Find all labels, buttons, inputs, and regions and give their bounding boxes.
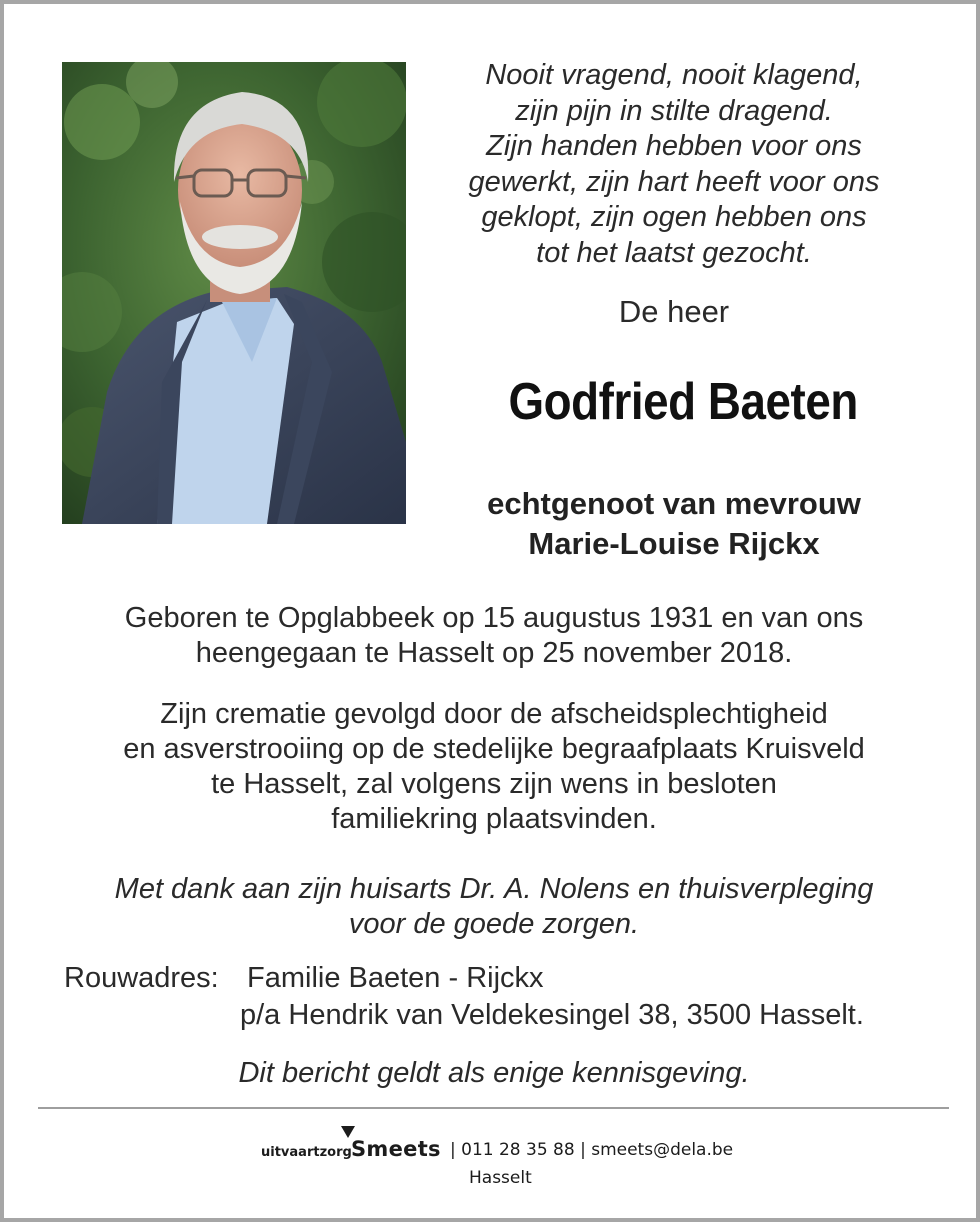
- contact-info: | 011 28 35 88 | smeets@dela.be: [450, 1140, 734, 1160]
- thanks-line: Met dank aan zijn huisarts Dr. A. Nolens en thuisverpleging: [114, 873, 874, 905]
- footer-city: Hasselt: [469, 1168, 532, 1188]
- birth-death-line: Geboren te Opglabbeek op 15 augustus 1931 en van ons: [124, 602, 864, 634]
- cremation-line: te Hasselt, zal volgens zijn wens in besloten: [211, 768, 777, 800]
- thanks-line: voor de goede zorgen.: [348, 908, 640, 940]
- birth-death-info: [44, 601, 944, 671]
- poem-line: Zijn handen hebben voor ons: [486, 130, 862, 162]
- cremation-line: en asverstrooiing op de stedelijke begraafplaats Kruisveld: [123, 733, 865, 765]
- address-line-2: p/a Hendrik van Veldekesingel 38, 3500 Hasselt.: [240, 999, 864, 1031]
- salutation: De heer: [618, 294, 730, 329]
- funeral-home-footer: [4, 1124, 980, 1194]
- brand-logo-name: Smeets: [351, 1137, 441, 1161]
- address-line-1: Familie Baeten - Rijckx: [247, 962, 544, 994]
- address-label: Rouwadres:: [64, 962, 219, 994]
- cremation-line: familiekring plaatsvinden.: [331, 803, 657, 835]
- divider: [38, 1107, 949, 1109]
- notice-text: Dit bericht geldt als enige kennisgeving.: [238, 1057, 750, 1089]
- poem-line: Nooit vragend, nooit klagend,: [485, 59, 863, 91]
- deceased-name: Godfried Baeten: [508, 373, 858, 431]
- cremation-info: [44, 697, 944, 837]
- poem-line: gewerkt, zijn hart heeft voor ons: [468, 165, 880, 198]
- birth-death-line: heengegaan te Hasselt op 25 november 2018.: [195, 637, 793, 669]
- spouse-name: Marie-Louise Rijckx: [528, 526, 820, 561]
- spouse-info: [422, 484, 926, 564]
- poem-line: geklopt, zijn ogen hebben ons: [481, 201, 867, 233]
- thanks-text: [44, 872, 944, 942]
- cremation-line: Zijn crematie gevolgd door de afscheidsplechtigheid: [160, 698, 828, 730]
- poem-line: zijn pijn in stilte dragend.: [515, 94, 833, 127]
- poem-line: tot het laatst gezocht.: [536, 236, 812, 269]
- portrait-photo: [62, 62, 406, 524]
- spouse-line: echtgenoot van mevrouw: [487, 486, 861, 521]
- brand-prefix: uitvaartzorg: [261, 1145, 352, 1160]
- memorial-poem: [422, 58, 926, 271]
